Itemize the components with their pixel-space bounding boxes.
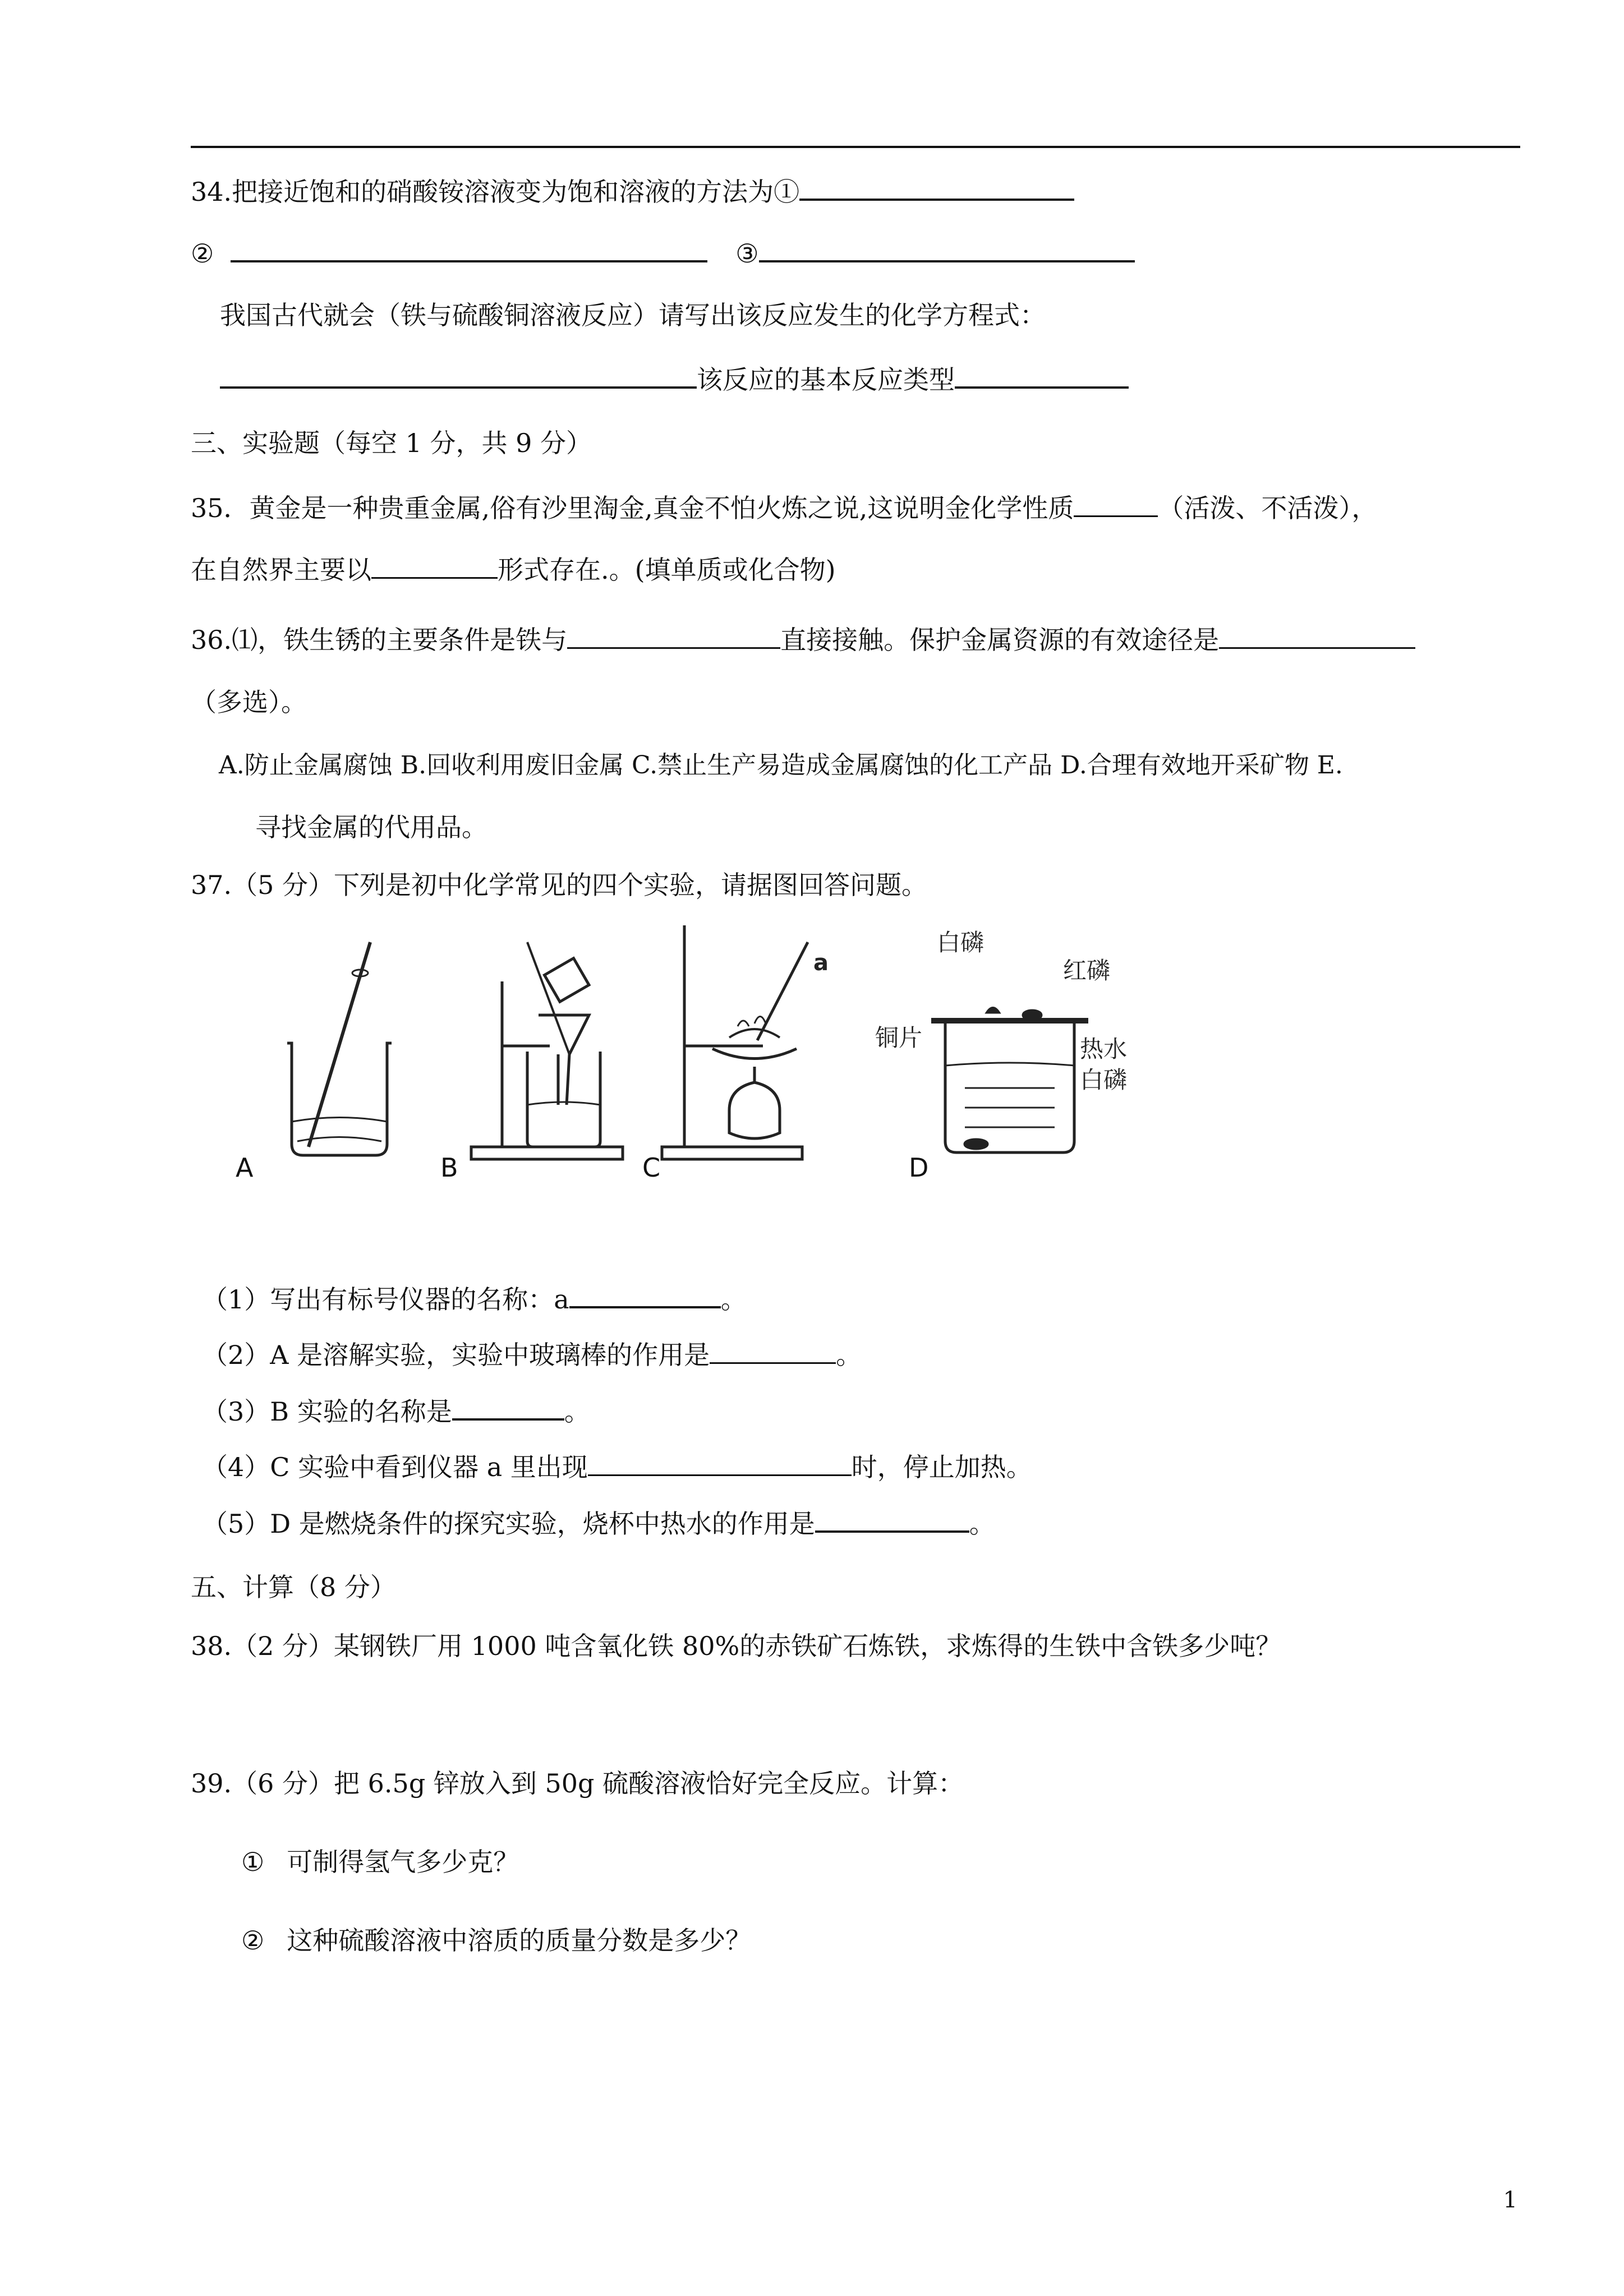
page-number: 1	[1503, 2187, 1517, 2213]
label-copper-sheet: 铜片	[875, 1024, 923, 1052]
q34-line3: 我国古代就会（铁与硫酸铜溶液反应）请写出该反应发生的化学方程式：	[220, 300, 1046, 330]
q39-item1: ① 可制得氢气多少克？	[241, 1847, 519, 1877]
label-a: a	[813, 950, 829, 976]
blank[interactable]	[759, 236, 1135, 262]
blank[interactable]	[220, 362, 697, 389]
blank[interactable]	[955, 362, 1129, 389]
blank[interactable]	[567, 623, 780, 649]
blank[interactable]	[569, 1281, 721, 1308]
experiment-figures	[236, 920, 1189, 1211]
q37-sub4: （4）C 实验中看到仪器 a 里出现 时，停止加热。	[202, 1450, 1032, 1484]
q39-text: 39.（6 分）把 6.5g 锌放入到 50g 硫酸溶液恰好完全反应。计算：	[191, 1768, 964, 1799]
label-red-phosphorus: 红磷	[1063, 957, 1111, 984]
figure-label-a: A	[236, 1152, 254, 1183]
figure-d-combustion	[931, 1008, 1088, 1153]
q34-line4: 该反应的基本反应类型	[220, 362, 1129, 397]
figure-a-beaker	[287, 942, 392, 1155]
q39-item2: ② 这种硫酸溶液中溶质的质量分数是多少？	[241, 1925, 752, 1956]
section5-title: 五、计算（8 分）	[191, 1572, 396, 1602]
q34-line1: 34.把接近饱和的硝酸铵溶液变为饱和溶液的方法为①	[191, 174, 1074, 209]
q37-title: 37.（5 分）下列是初中化学常见的四个实验，请据图回答问题。	[191, 870, 928, 900]
blank[interactable]	[710, 1338, 836, 1364]
q37-sub5: （5）D 是燃烧条件的探究实验，烧杯中热水的作用是 。	[202, 1506, 995, 1541]
header-rule	[191, 146, 1520, 148]
section3-title: 三、实验题（每空 1 分，共 9 分）	[191, 428, 592, 458]
q37-sub2: （2）A 是溶解实验，实验中玻璃棒的作用是 。	[202, 1338, 862, 1372]
q36-line2: （多选）。	[191, 687, 307, 717]
blank[interactable]	[799, 174, 1074, 201]
q36-options: A.防止金属腐蚀 B.回收利用废旧金属 C.禁止生产易造成金属腐蚀的化工产品 D.合理有效地开采矿物 E.	[219, 751, 1343, 780]
q35-line2: 在自然界主要以 形式存在.。(填单质或化合物)	[191, 552, 836, 587]
q37-sub3: （3）B 实验的名称是 。	[202, 1394, 590, 1428]
figure-label-b: B	[440, 1152, 458, 1183]
blank[interactable]	[371, 552, 498, 579]
q38-text: 38.（2 分）某钢铁厂用 1000 吨含氧化铁 80%的赤铁矿石炼铁，求炼得的生铁中含铁多少吨？	[191, 1631, 1282, 1661]
blank[interactable]	[815, 1506, 969, 1533]
figure-b-filtration	[471, 942, 623, 1159]
q36-options-cont: 寻找金属的代用品。	[255, 812, 487, 842]
label-white-phosphorus-top: 白磷	[937, 929, 984, 956]
blank[interactable]	[588, 1450, 852, 1476]
blank[interactable]	[452, 1394, 564, 1421]
figure-c-evaporation	[662, 925, 808, 1159]
q36-line1: 36.⑴，铁生锈的主要条件是铁与 直接接触。保护金属资源的有效途径是	[191, 623, 1415, 657]
figure-label-d: D	[909, 1152, 929, 1183]
label-hot-water: 热水	[1080, 1035, 1128, 1063]
blank[interactable]	[231, 236, 707, 262]
label-white-phosphorus-bottom: 白磷	[1080, 1066, 1128, 1094]
q35-line1: 35．黄金是一种贵重金属,俗有沙里淘金,真金不怕火炼之说,这说明金化学性质 （活泼、不活泼），	[191, 491, 1377, 525]
q34-line2: ② ③	[191, 236, 1135, 270]
blank[interactable]	[1219, 623, 1415, 649]
q37-sub1: （1）写出有标号仪器的名称：a 。	[202, 1281, 747, 1316]
blank[interactable]	[1074, 491, 1158, 517]
figure-label-c: C	[642, 1152, 661, 1183]
